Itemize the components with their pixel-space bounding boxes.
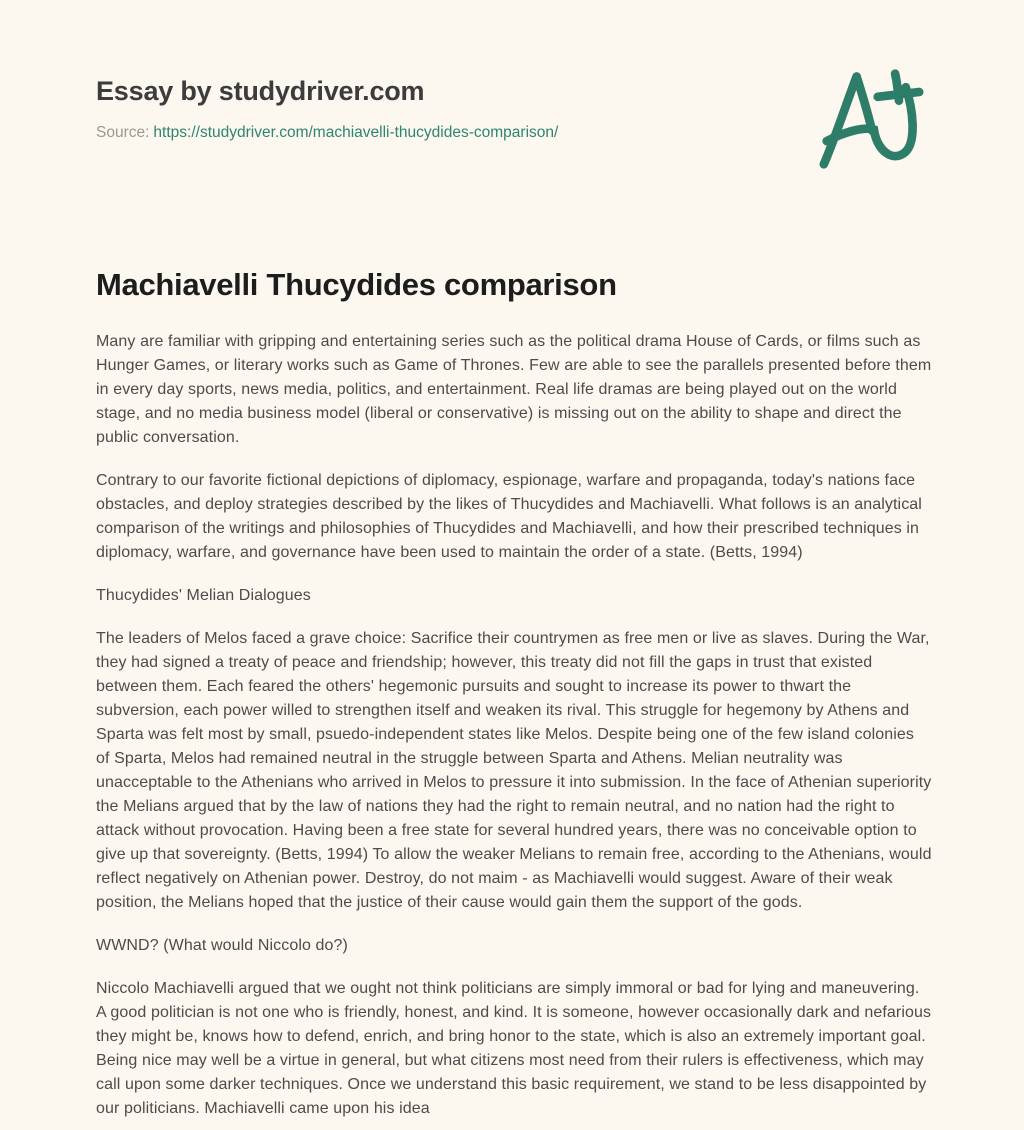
- section-heading: Thucydides' Melian Dialogues: [96, 587, 311, 604]
- source-label: Source:: [96, 124, 150, 141]
- paragraph: Many are familiar with gripping and entertaining series such as the political drama House of Cards, or films such as Hunger Games, or literary works such as Game of Thrones. Few are able to see the parallels presented before them in every day sports, news media, politics, and entertainment. Real life dramas are being played out on the world stage, and no media business model (liberal or conservative) is missing out on the ability to shape and direct the public conversation.: [96, 333, 932, 446]
- a-plus-logo-icon: [814, 66, 930, 175]
- paragraph: The leaders of Melos faced a grave choice: Sacrifice their countrymen as free men or live as slaves. During the War, they had signed a treaty of peace and friendship; however, this treaty did not fill the gaps in trust that existed between them. Each feared the others' hegemonic pursuits and sought to increase its power to thwart the subversion, each power willed to strengthen itself and weaken its rival. This struggle for hegemony by Athens and Sparta was felt most by small, psuedo-independent states like Melos. Despite being one of the few island colonies of Sparta, Melos had remained neutral in the struggle between Sparta and Athens. Melian neutrality was unacceptable to the Athenians who arrived in Melos to pressure it into submission. In the face of Athenian superiority the Melians argued that by the law of nations they had the right to remain neutral, and no nation had the right to attack without provocation. Having been a free state for several hundred years, there was no conceivable option to give up that sovereignty. (Betts, 1994) To allow the weaker Melians to remain free, according to the Athenians, would reflect negatively on Athenian power. Destroy, do not maim - as Machiavelli would suggest. Aware of their weak position, the Melians hoped that the justice of their cause would gain them the support of the gods.: [96, 630, 932, 911]
- header-title: Essay by studydriver.com: [96, 76, 425, 106]
- paragraph: Contrary to our favorite fictional depictions of diplomacy, espionage, warfare and propaganda, today's nations face obstacles, and deploy strategies described by the likes of Thucydides and Machiavelli. What follows is an analytical comparison of the writings and philosophies of Thucydides and Machiavelli, and how their prescribed techniques in diplomacy, warfare, and governance have been used to maintain the order of a state. (Betts, 1994): [96, 472, 922, 561]
- source-line: [96, 124, 558, 142]
- source-url-link[interactable]: https://studydriver.com/machiavelli-thucydides-comparison/: [153, 124, 559, 141]
- header-text-block: [96, 76, 558, 142]
- paragraph: Niccolo Machiavelli argued that we ought not think politicians are simply immoral or bad for lying and maneuvering. A good politician is not one who is friendly, honest, and kind. It is someone, however occasionally dark and nefarious they might be, knows how to defend, enrich, and bring honor to the state, which is also an extremely important goal. Being nice may well be a virtue in general, but what citizens most need from their rulers is effectiveness, which may call upon some darker techniques. Once we understand this basic requirement, we stand to be less disappointed by our politicians. Machiavelli came upon his idea: [96, 980, 932, 1117]
- section-heading: WWND? (What would Niccolo do?): [96, 937, 348, 954]
- article-title: Machiavelli Thucydides comparison: [96, 267, 617, 302]
- article-body: [96, 330, 932, 1121]
- page-header: [96, 76, 932, 175]
